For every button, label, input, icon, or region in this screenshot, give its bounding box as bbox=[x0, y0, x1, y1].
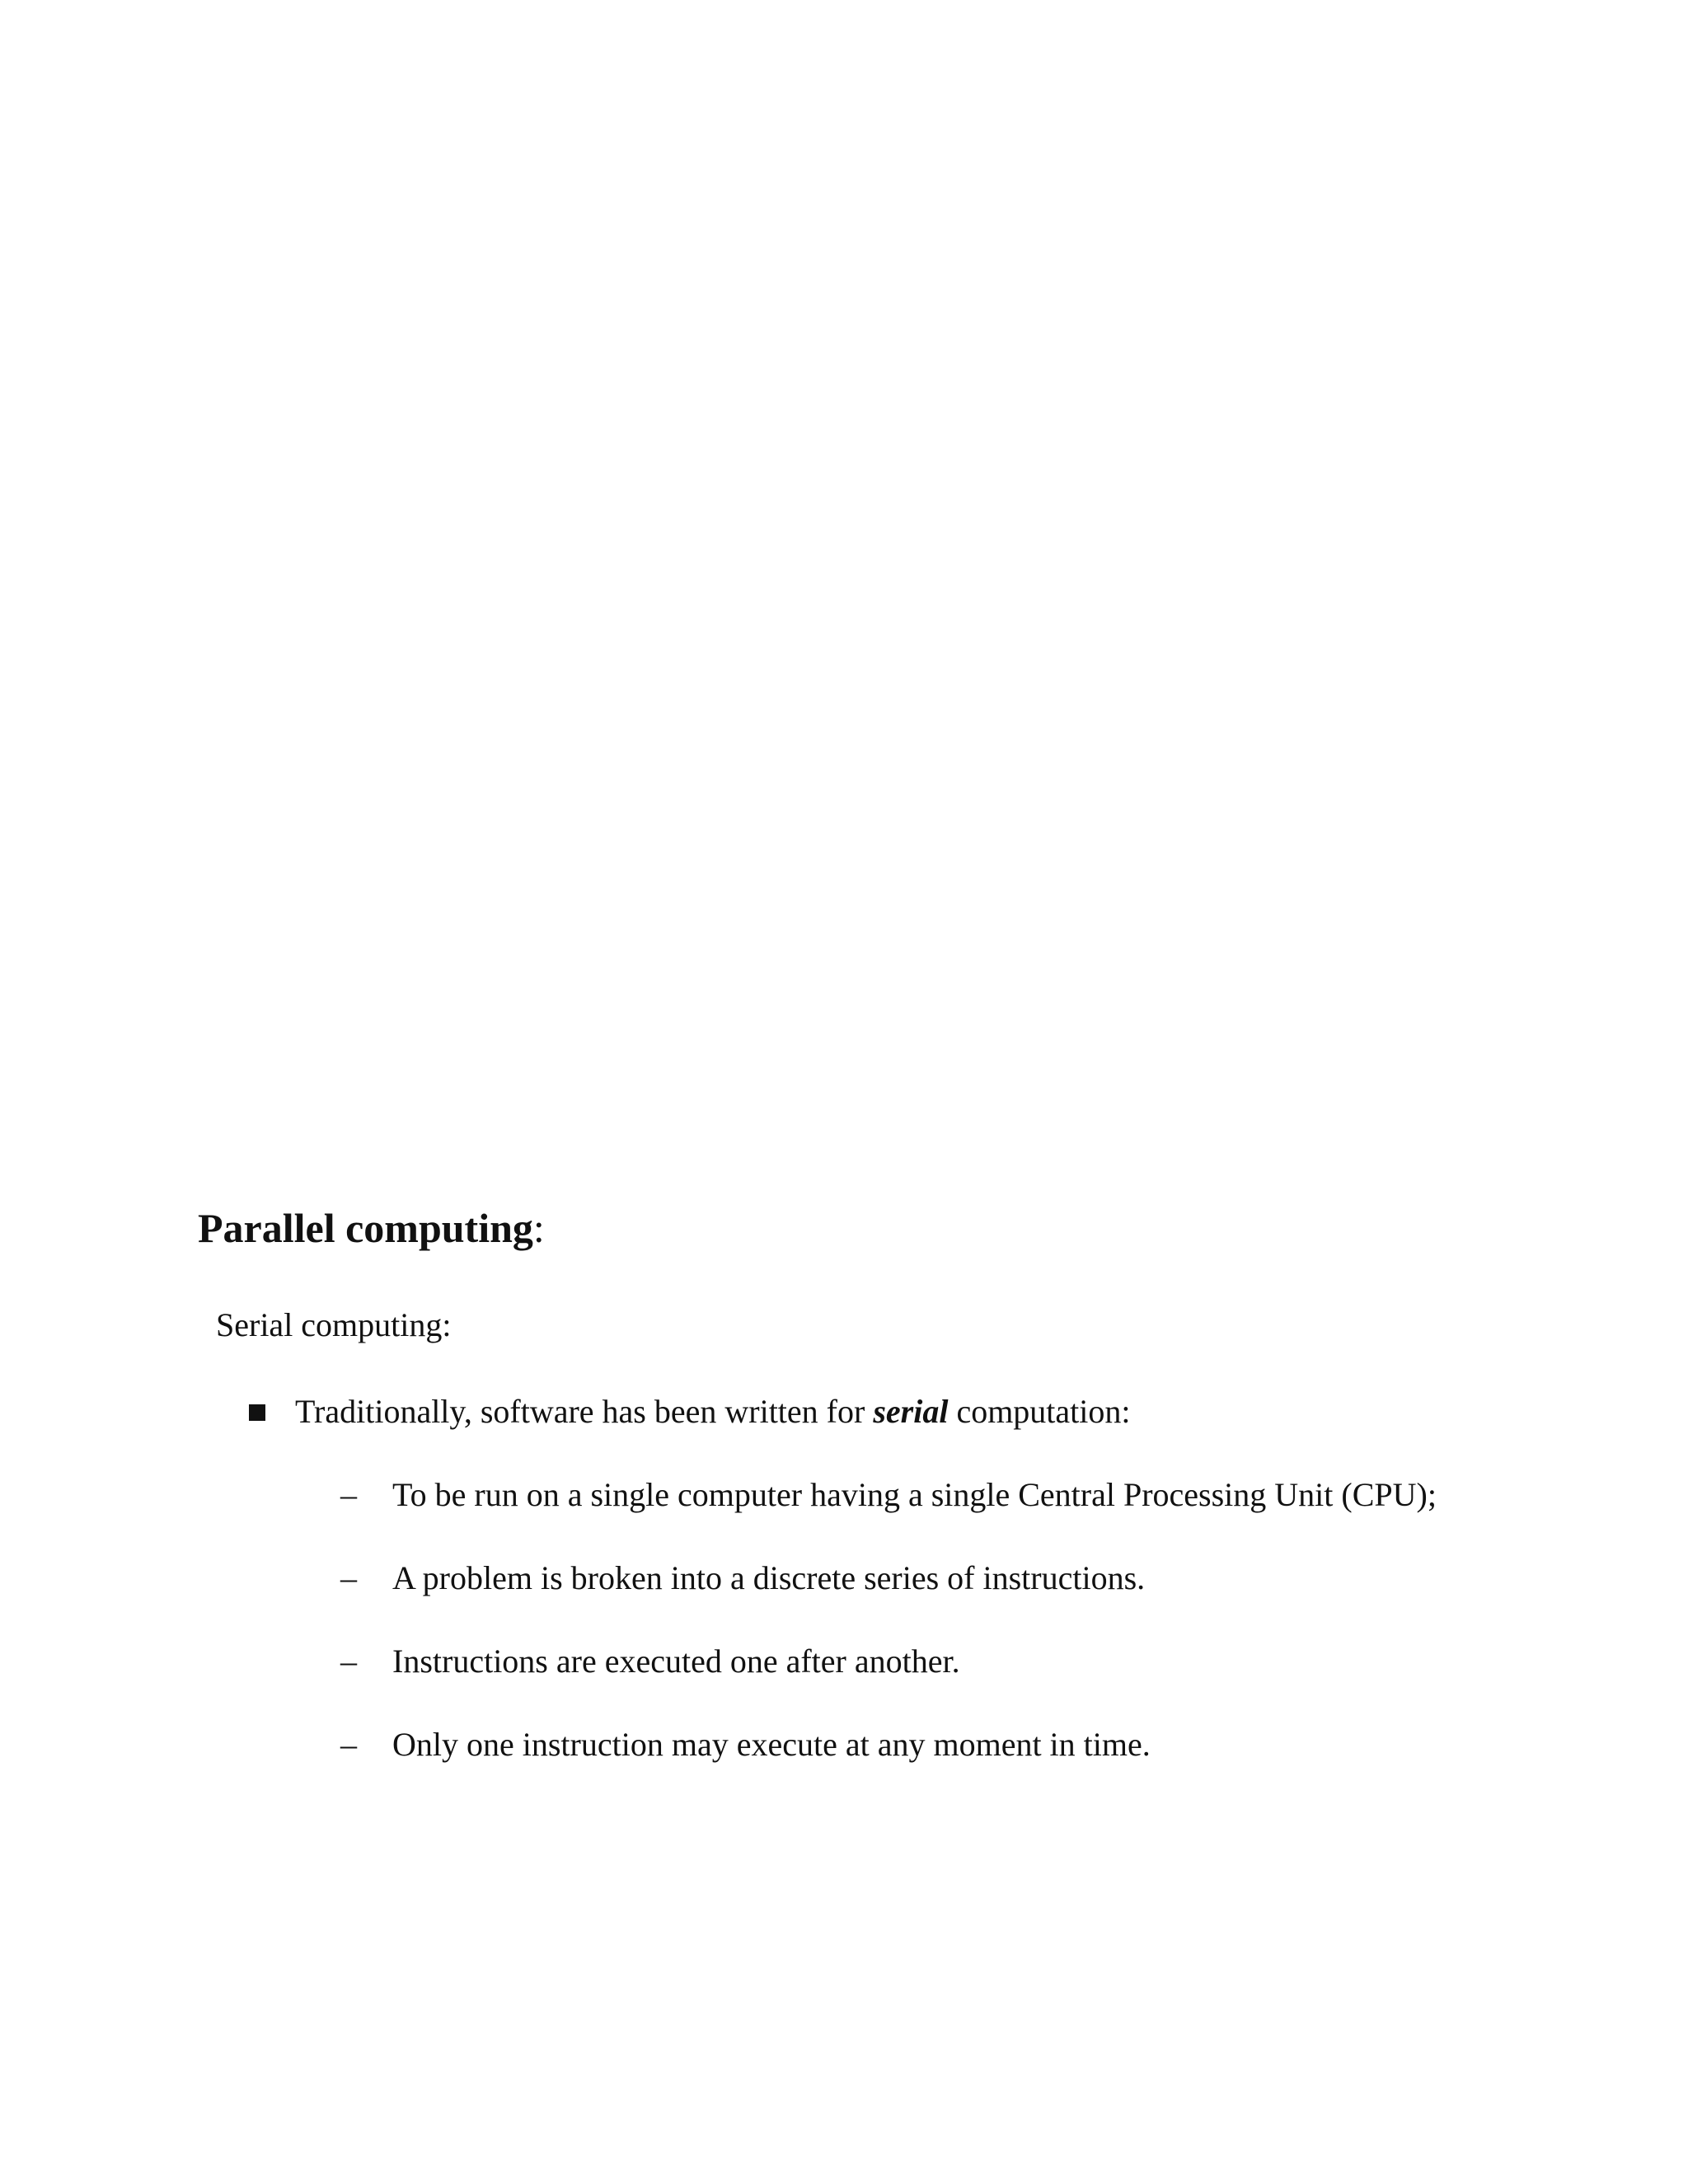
dash-bullet-icon: – bbox=[340, 1559, 357, 1596]
section-title-bold: Parallel computing bbox=[198, 1205, 533, 1251]
dash-bullet-icon: – bbox=[340, 1476, 357, 1513]
bullet-text-emphasis: serial bbox=[873, 1393, 949, 1430]
bullet-text bbox=[295, 1391, 1131, 1432]
section-title bbox=[198, 1203, 545, 1253]
sub-list-item-text: Instructions are executed one after another. bbox=[392, 1643, 960, 1680]
dash-bullet-icon: – bbox=[340, 1643, 357, 1680]
sub-list-item-text: Only one instruction may execute at any moment in time. bbox=[392, 1726, 1151, 1763]
bullet-text-after: computation: bbox=[948, 1393, 1131, 1430]
bullet-text-before: Traditionally, software has been written for bbox=[295, 1393, 874, 1430]
section-subheading: Serial computing: bbox=[216, 1306, 452, 1343]
sub-list-item-text: To be run on a single computer having a single Central Processing Unit (CPU); bbox=[392, 1476, 1437, 1513]
section-title-suffix: : bbox=[532, 1205, 545, 1251]
sub-list-item-text: A problem is broken into a discrete series of instructions. bbox=[392, 1559, 1146, 1596]
dash-bullet-icon: – bbox=[340, 1726, 357, 1763]
square-bullet-icon bbox=[249, 1404, 265, 1421]
